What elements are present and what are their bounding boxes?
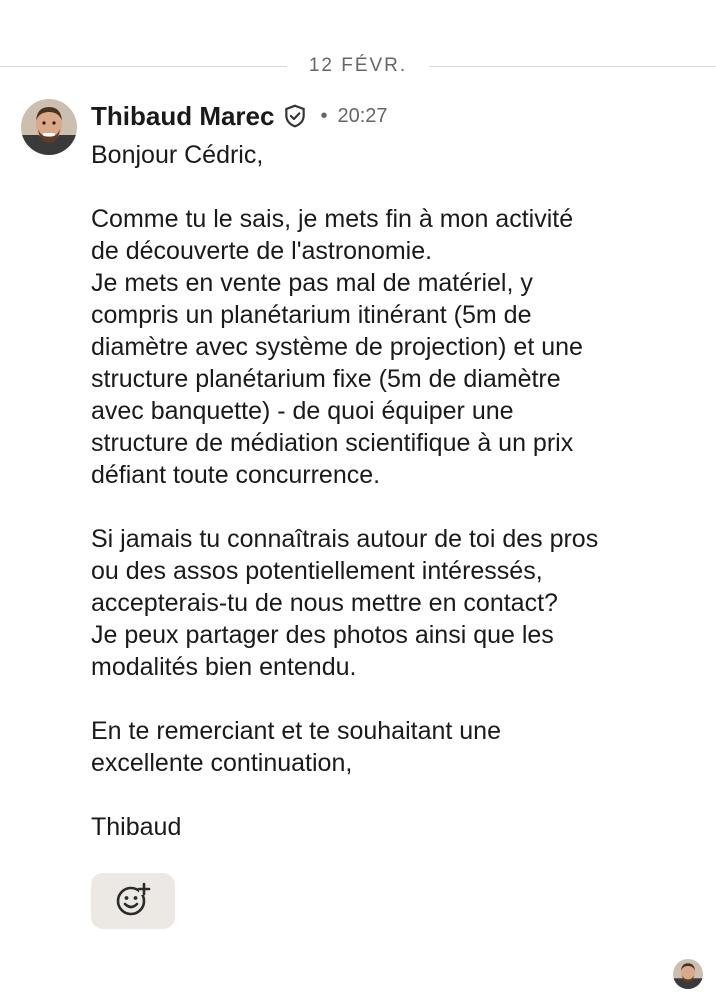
add-reaction-smiley-icon [113,879,153,924]
separator-dot: • [320,104,328,127]
divider-line-right [429,66,716,67]
sender-avatar[interactable] [21,99,77,155]
message-paragraph-signature: Thibaud [91,813,182,841]
message-paragraph-closing: En te remerciant et te souhaitant une excellente continuation, [91,717,501,777]
message-timestamp: 20:27 [337,104,388,127]
current-user-avatar[interactable] [673,959,703,989]
message-header [91,98,388,134]
verified-shield-icon [282,103,308,129]
message-body [91,139,691,843]
message-paragraph-intro: Comme tu le sais, je mets fin à mon activité de découverte de l'astronomie. Je mets en vente pas mal de matériel, y compris un planétarium itinérant (5m de diamètre avec système de projection) et une structure planétarium fixe (5m de diamètre avec banquette) - de quoi équiper une structure de médiation scientifique à un prix défiant toute concurrence. [91,205,583,489]
message-paragraph-request: Si jamais tu connaîtrais autour de toi des pros ou des assos potentiellement intéressés, accepterais-tu de nous mettre en contact? Je peux partager des photos ainsi que les modalités bien entendu. [91,525,599,681]
date-divider-label: 12 FÉVR. [308,55,408,76]
divider-line-left [0,66,287,67]
add-reaction-button[interactable] [91,873,175,929]
message-paragraph-greeting: Bonjour Cédric, [91,141,264,169]
date-divider [0,52,716,80]
sender-name[interactable]: Thibaud Marec [91,100,275,131]
